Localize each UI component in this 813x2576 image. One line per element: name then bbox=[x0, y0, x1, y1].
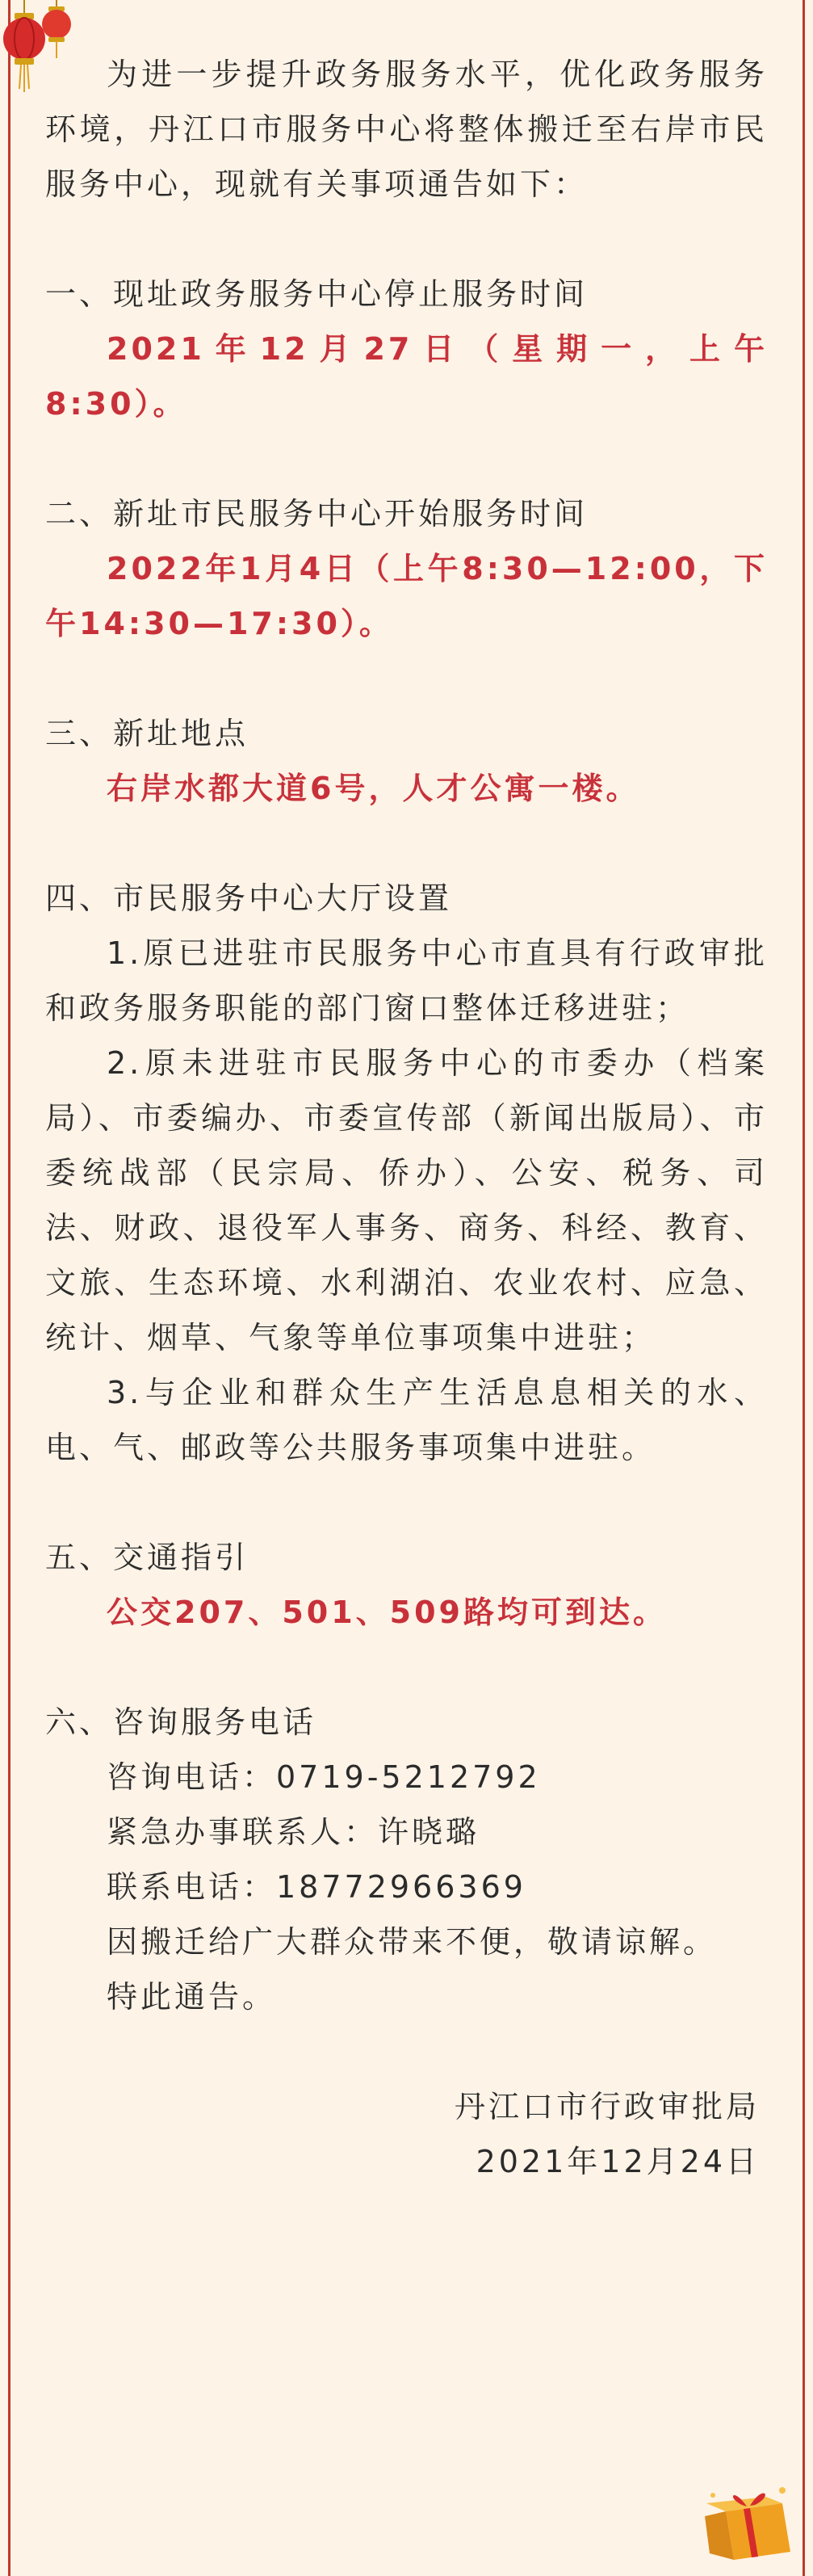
section-4-heading: 四、市民服务中心大厅设置 bbox=[45, 880, 453, 916]
right-border bbox=[803, 0, 805, 2576]
section-4-item-3: 3.与企业和群众生产生活息息相关的水、电、气、邮政等公共服务事项集中进驻。 bbox=[45, 1375, 768, 1465]
consult-phone: 咨询电话：0719-5212792 bbox=[107, 1759, 541, 1795]
closing-notice: 特此通告。 bbox=[107, 1979, 277, 2015]
left-border bbox=[8, 0, 10, 2576]
signature-org: 丹江口市行政审批局 bbox=[454, 2089, 760, 2124]
section-2-value: 2022年1月4日（上午8:30—12:00，下午14:30—17:30）。 bbox=[45, 551, 768, 641]
section-3-value: 右岸水都大道6号，人才公寓一楼。 bbox=[107, 771, 640, 806]
gift-box-icon bbox=[694, 2479, 798, 2568]
section-1-heading: 一、现址政务服务中心停止服务时间 bbox=[45, 276, 589, 312]
section-2-heading: 二、新址市民服务中心开始服务时间 bbox=[45, 496, 589, 532]
emergency-contact: 紧急办事联系人：许晓璐 bbox=[107, 1814, 480, 1850]
section-3-heading: 三、新址地点 bbox=[45, 716, 249, 751]
section-1-value: 2021年12月27日（星期一，上午8:30）。 bbox=[45, 331, 768, 422]
section-5-value: 公交207、501、509路均可到达。 bbox=[107, 1595, 667, 1630]
section-4-item-2: 2.原未进驻市民服务中心的市委办（档案局）、市委编办、市委宣传部（新闻出版局）、市委统战部（民宗局、侨办）、公安、税务、司法、财政、退役军人事务、商务、科经、教育、文旅、生态环境、水利湖泊、农业农村、应急、统计、烟草、气象等单位事项集中进驻； bbox=[45, 1045, 768, 1355]
notice-content bbox=[45, 47, 768, 2189]
section-4-item-1: 1.原已进驻市民服务中心市直具有行政审批和政务服务职能的部门窗口整体迁移进驻； bbox=[45, 935, 768, 1026]
intro-paragraph: 为进一步提升政务服务水平，优化政务服务环境，丹江口市服务中心将整体搬迁至右岸市民服务中心，现就有关事项通告如下： bbox=[45, 57, 768, 202]
contact-phone: 联系电话：18772966369 bbox=[107, 1869, 526, 1905]
closing-apology: 因搬迁给广大群众带来不便，敬请谅解。 bbox=[107, 1924, 718, 1960]
section-6-heading: 六、咨询服务电话 bbox=[45, 1704, 317, 1740]
section-5-heading: 五、交通指引 bbox=[45, 1540, 249, 1575]
signature-date: 2021年12月24日 bbox=[476, 2144, 760, 2179]
